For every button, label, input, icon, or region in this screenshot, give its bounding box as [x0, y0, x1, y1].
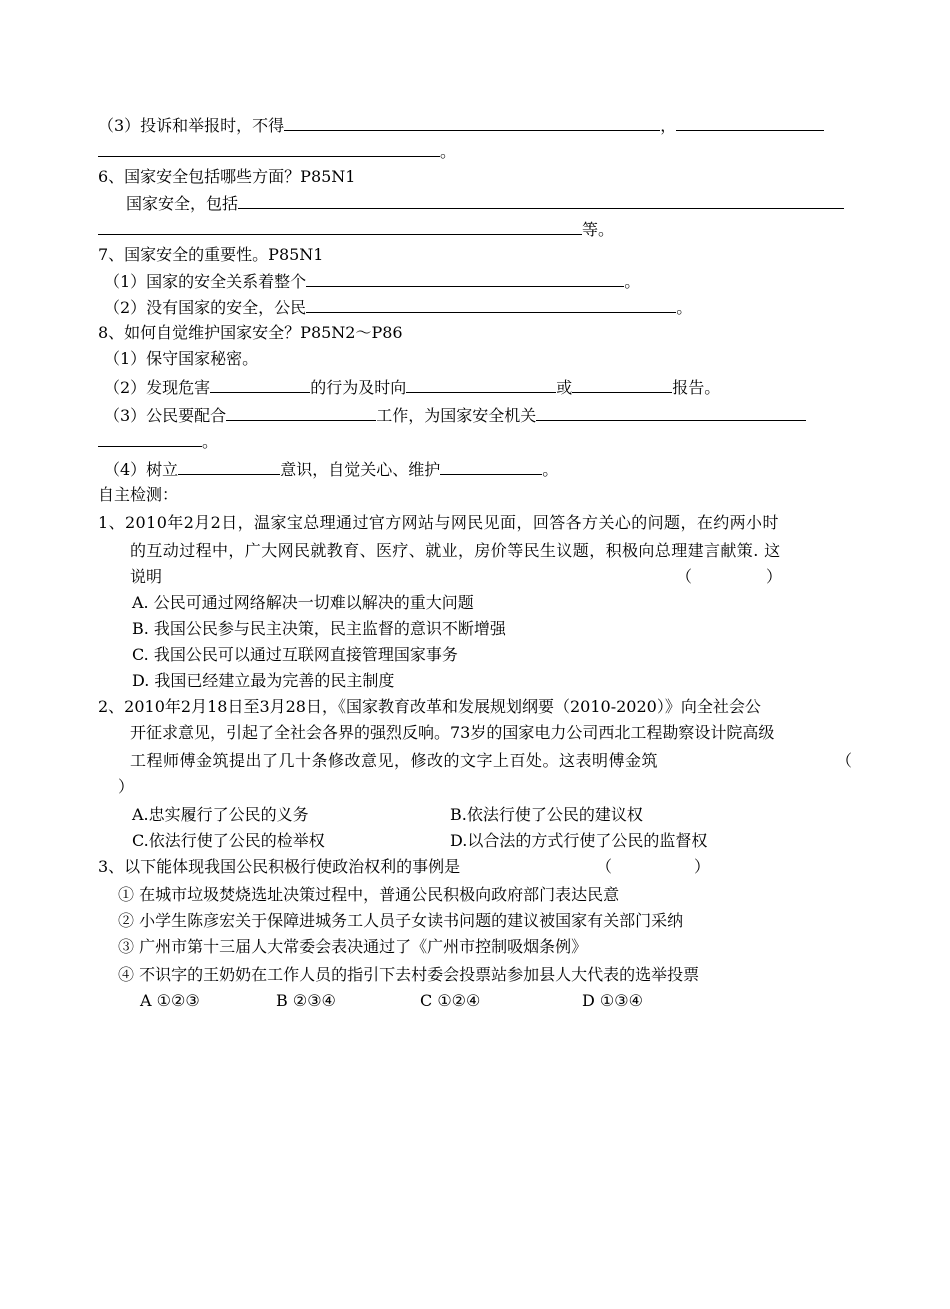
self-check-title: 自主检测：: [98, 485, 179, 504]
q1-answer-paren-open: （: [676, 567, 693, 586]
sec5-q3-comma: ，: [660, 116, 677, 135]
sec8-item1: （1）保守国家秘密。: [104, 349, 259, 368]
q2-option-a[interactable]: A.忠实履行了公民的义务: [132, 805, 309, 824]
q3-statement-1: ① 在城市垃圾焚烧选址决策过程中，普通公民积极向政府部门表达民意: [118, 885, 620, 904]
q3-statement-4: ④ 不识字的王奶奶在工作人员的指引下去村委会投票站参加县人大代表的选举投票: [118, 965, 700, 984]
fill-blank[interactable]: [284, 114, 660, 131]
sec7-item1-end: 。: [624, 272, 641, 291]
q3-option-d[interactable]: D ①③④: [582, 991, 643, 1010]
fill-blank[interactable]: [306, 296, 676, 313]
sec8-item4-b: 意识，自觉关心、维护: [280, 460, 441, 479]
q1-answer-paren-close: ）: [766, 567, 783, 586]
q1-line1: 1、2010年2月2日，温家宝总理通过官方网站与网民见面，回答各方关心的问题，在约两小时: [98, 513, 779, 532]
q2-answer-paren-open: （: [836, 751, 853, 770]
sec6-lead: 国家安全，包括: [126, 194, 239, 213]
fill-blank[interactable]: [210, 376, 310, 393]
sec8-item4-a: （4）树立: [104, 460, 179, 479]
fill-blank[interactable]: [178, 458, 280, 475]
q2-option-c[interactable]: C.依法行使了公民的检举权: [132, 831, 325, 850]
fill-blank[interactable]: [536, 404, 806, 421]
q1-option-a[interactable]: A. 公民可通过网络解决一切难以解决的重大问题: [132, 593, 474, 612]
fill-blank[interactable]: [306, 270, 624, 287]
q3-answer-paren-open: （: [596, 857, 613, 876]
sec7-item1-text: （1）国家的安全关系着整个: [104, 272, 307, 291]
fill-blank[interactable]: [676, 114, 824, 131]
sec5-q3-end: 。: [440, 142, 457, 161]
q3-option-c[interactable]: C ①②④: [420, 991, 481, 1010]
q3-statement-3: ③ 广州市第十三届人大常委会表决通过了《广州市控制吸烟条例》: [118, 937, 588, 956]
sec6-line2: [98, 218, 614, 241]
q1-option-c[interactable]: C. 我国公民可以通过互联网直接管理国家事务: [132, 645, 458, 664]
sec7-item2-text: （2）没有国家的安全，公民: [104, 298, 307, 317]
sec7-item2-end: 。: [676, 298, 693, 317]
sec7-item1: [104, 270, 640, 293]
q2-line3: 工程师傅金筑提出了几十条修改意见，修改的文字上百处。这表明傅金筑: [130, 751, 659, 770]
sec8-item4-end: 。: [542, 460, 559, 479]
sec8-item3-line2: [98, 430, 218, 453]
q1-line2: 的互动过程中，广大网民就教育、医疗、就业，房价等民生议题，积极向总理建言献策. 这: [130, 541, 781, 560]
sec6-title: 6、国家安全包括哪些方面？P85N1: [98, 167, 356, 186]
sec8-item3: [104, 404, 806, 427]
sec8-item3-a: （3）公民要配合: [104, 406, 227, 425]
sec7-item2: [104, 296, 692, 319]
q1-line3: 说明: [130, 567, 163, 586]
q3-answer-paren-close: ）: [694, 857, 711, 876]
sec8-item2-a: （2）发现危害: [104, 378, 211, 397]
fill-blank[interactable]: [98, 140, 440, 157]
sec6-line1: [126, 192, 844, 215]
sec5-q3-line2: [98, 140, 456, 163]
fill-blank[interactable]: [572, 376, 672, 393]
sec5-q3-prefix: （3）投诉和举报时，不得: [98, 116, 285, 135]
q3-option-b[interactable]: B ②③④: [276, 991, 336, 1010]
fill-blank[interactable]: [238, 192, 844, 209]
sec8-item2-c: 或: [556, 378, 573, 397]
sec8-title: 8、如何自觉维护国家安全？P85N2～P86: [98, 323, 403, 342]
q1-option-b[interactable]: B. 我国公民参与民主决策，民主监督的意识不断增强: [132, 619, 506, 638]
q2-line1: 2、2010年2月18日至3月28日，《国家教育改革和发展规划纲要（2010-2020）》向全社会公: [98, 697, 761, 716]
q1-option-d[interactable]: D. 我国已经建立最为完善的民主制度: [132, 671, 395, 690]
sec8-item2-b: 的行为及时向: [310, 378, 407, 397]
sec5-q3-line: [98, 114, 824, 137]
sec8-item3-b: 工作，为国家安全机关: [376, 406, 537, 425]
fill-blank[interactable]: [406, 376, 556, 393]
fill-blank[interactable]: [98, 430, 202, 447]
q2-line2: 开征求意见，引起了全社会各界的强烈反响。73岁的国家电力公司西北工程勘察设计院高级: [130, 723, 775, 742]
q3-option-a[interactable]: A ①②③: [140, 991, 200, 1010]
sec8-item2-d: 报告。: [672, 378, 721, 397]
q3-line1: 3、以下能体现我国公民积极行使政治权利的事例是: [98, 857, 461, 876]
sec8-item2: [104, 376, 720, 399]
fill-blank[interactable]: [226, 404, 376, 421]
sec8-item4: [104, 458, 558, 481]
q2-answer-paren-close: ）: [118, 777, 135, 796]
sec8-item3-end: 。: [202, 432, 219, 451]
q2-option-b[interactable]: B.依法行使了公民的建议权: [450, 805, 643, 824]
q3-statement-2: ② 小学生陈彦宏关于保障进城务工人员子女读书问题的建议被国家有关部门采纳: [118, 911, 684, 930]
fill-blank[interactable]: [98, 218, 582, 235]
sec7-title: 7、国家安全的重要性。P85N1: [98, 245, 324, 264]
fill-blank[interactable]: [440, 458, 542, 475]
q2-option-d[interactable]: D.以合法的方式行使了公民的监督权: [450, 831, 708, 850]
sec6-end: 等。: [582, 220, 615, 239]
